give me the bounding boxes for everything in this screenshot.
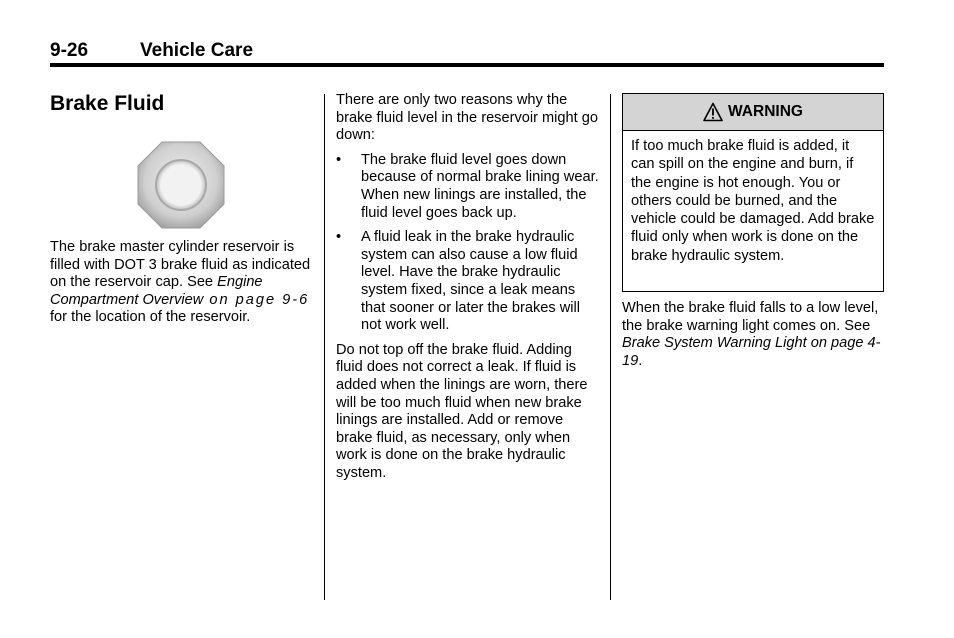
list-item-text: The brake fluid level goes down because of normal brake lining wear. When new linings are installed, the fluid level goes back up. <box>361 151 599 221</box>
page-number: 9-26 <box>50 40 89 61</box>
page-header <box>50 40 884 70</box>
list-item <box>336 152 602 222</box>
warning-light-text-b: . <box>638 352 643 369</box>
reservoir-text-b: for the location of the reservoir. <box>50 309 251 326</box>
warning-header <box>623 94 883 131</box>
middle-column <box>336 92 602 482</box>
closing-paragraph: Do not top off the brake fluid. Adding fluid does not correct a leak. If fluid is added when the linings are worn, there will be too much fluid when new brake linings are installed. Add or remove brake fluid, as necessary, only when work is done on the brake hydraulic system. <box>336 341 588 481</box>
column-divider-right <box>610 94 611 600</box>
section-name: Vehicle Care <box>140 40 254 61</box>
left-column <box>50 92 312 116</box>
engine-compartment-link[interactable]: Engine Compartment Overview <box>50 274 263 308</box>
bullet-icon: • <box>336 229 342 246</box>
warning-title: WARNING <box>728 103 803 120</box>
warning-text: If too much brake fluid is added, it can spill on the engine and burn, if the engine is hot enough. You or others could be burned, and the vehicle could be damaged. Add brake fluid only when work is done on the brake hydraulic system. <box>631 138 875 264</box>
reservoir-text-a: The brake master cylinder reservoir is filled with DOT 3 brake fluid as indicated on the reservoir cap. See <box>50 239 311 291</box>
list-item <box>336 229 602 335</box>
warning-box <box>622 93 884 292</box>
section-title: Brake Fluid <box>50 92 165 115</box>
header-rule <box>50 63 884 67</box>
engine-compartment-page-link[interactable]: on page 9-6 <box>203 291 310 308</box>
warning-light-paragraph <box>622 300 884 370</box>
warning-light-text-a: When the brake fluid falls to a low level, the brake warning light comes on. See <box>622 300 879 334</box>
bullet-icon: • <box>336 151 342 168</box>
reservoir-paragraph <box>50 239 312 327</box>
brake-fluid-reservoir-cap-icon <box>136 140 226 230</box>
header-text <box>50 40 253 62</box>
column-divider-left <box>324 94 325 600</box>
warning-exclamation-icon <box>703 102 723 122</box>
brake-warning-light-link[interactable]: Brake System Warning Light on page 4-19 <box>622 335 881 369</box>
list-item-text: A fluid leak in the brake hydraulic system can also cause a low fluid level. Have the brake hydraulic system fixed, since a leak means that sooner or later the brakes will not work well. <box>361 229 581 334</box>
intro-paragraph: There are only two reasons why the brake fluid level in the reservoir might go down: <box>336 92 599 144</box>
reason-list <box>336 152 602 335</box>
